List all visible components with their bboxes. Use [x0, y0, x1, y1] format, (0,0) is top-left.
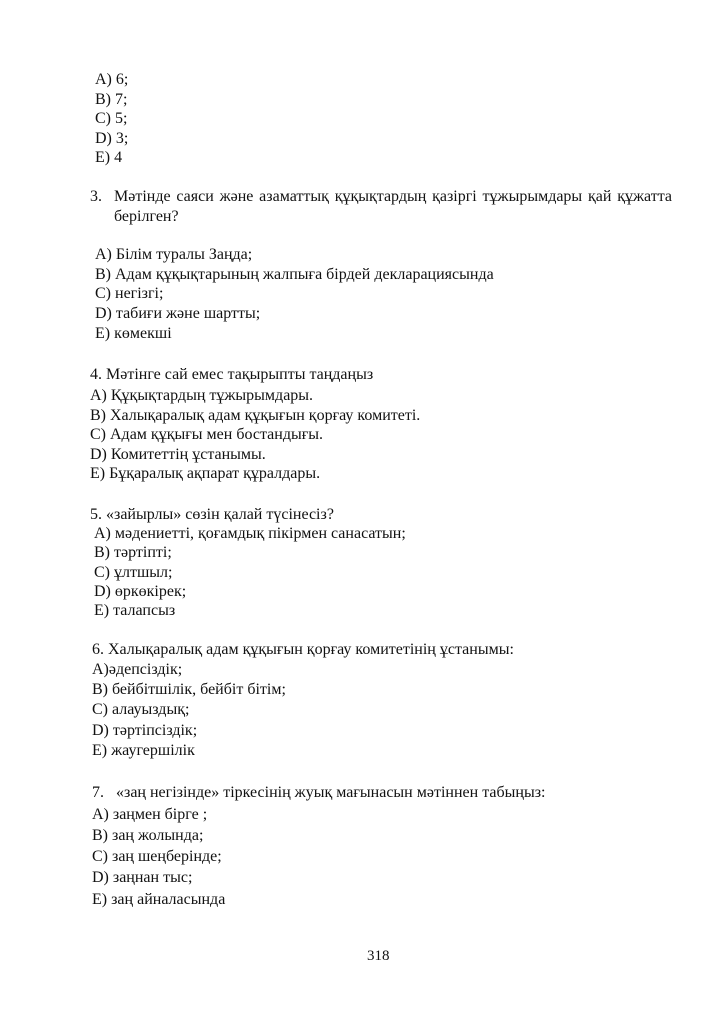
q5-option-b: B) тәртіпті; [94, 544, 172, 561]
q2-option-c: C) 5; [95, 110, 128, 127]
page-number: 318 [367, 948, 390, 964]
q6-option-e: E) жаугершілік [92, 742, 195, 759]
q6-option-c: C) алауыздық; [92, 701, 190, 718]
q4-option-a: A) Құқықтардың тұжырымдары. [90, 387, 314, 404]
q4-option-d: D) Комитеттің ұстанымы. [90, 446, 266, 463]
q7-option-e: E) заң айналасында [92, 891, 226, 908]
q5-option-c: C) ұлтшыл; [94, 564, 173, 581]
q3-option-e: E) көмекші [95, 325, 172, 342]
q5-question: 5. «зайырлы» сөзін қалай түсінесіз? [90, 506, 334, 523]
q5-option-a: A) мәдениетті, қоғамдық пікірмен санасатын; [94, 525, 406, 542]
q3-option-b: B) Адам құқықтарының жалпыға бірдей декларациясында [95, 266, 494, 283]
q2-option-a: A) 6; [95, 71, 129, 88]
q4-option-b: B) Халықаралық адам құқығын қорғау комитеті. [90, 407, 421, 424]
q6-option-b: B) бейбітшілік, бейбіт бітім; [92, 681, 286, 698]
q3-option-d: D) табиғи және шартты; [95, 305, 261, 322]
q6-option-d: D) тәртіпсіздік; [92, 722, 198, 739]
q5-option-e: E) талапсыз [94, 602, 176, 619]
q7-option-b: B) заң жолында; [92, 827, 204, 844]
q3-option-c: C) негізгі; [95, 285, 164, 302]
q7-option-a: A) заңмен бірге ; [92, 806, 208, 823]
q4-question: 4. Мәтінге сай емес тақырыпты таңдаңыз [90, 366, 374, 383]
q4-option-e: E) Бұқаралық ақпарат құралдары. [90, 465, 321, 482]
q2-option-e: E) 4 [95, 149, 123, 166]
q7-question: 7. «заң негізінде» тіркесінің жуық мағынасын мәтіннен табыңыз: [92, 784, 546, 801]
q6-option-a: A)әдепсіздік; [92, 661, 183, 678]
q7-option-c: C) заң шеңберінде; [92, 848, 222, 865]
q3-number: 3. [90, 188, 102, 205]
q3-option-a: A) Білім туралы Заңда; [95, 246, 253, 263]
q5-option-d: D) өркөкірек; [94, 583, 187, 600]
q2-option-d: D) 3; [95, 130, 129, 147]
q4-option-c: C) Адам құқығы мен бостандығы. [90, 426, 324, 443]
q2-option-b: B) 7; [95, 91, 128, 108]
q3-question: Мәтінде саяси және азаматтық құқықтардың қазіргі тұжырымдары қай құжатта берілген? [114, 188, 672, 225]
q7-option-d: D) заңнан тыс; [92, 869, 193, 886]
q6-question: 6. Халықаралық адам құқығын қорғау комитетінің ұстанымы: [92, 641, 514, 658]
